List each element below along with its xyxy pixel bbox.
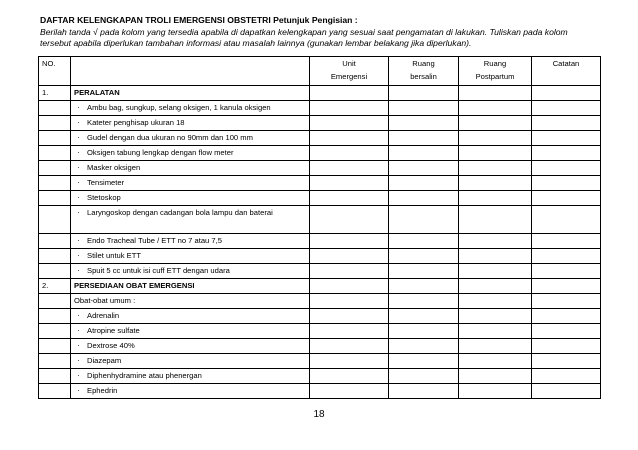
check-cell-ruang-bersalin[interactable] (389, 264, 459, 279)
checklist-item-row (39, 191, 601, 206)
check-cell-ruang-postpartum[interactable] (459, 86, 532, 101)
section-row-obat-emergensi (39, 279, 601, 294)
item-label: Laryngoskop dengan cadangan bola lampu dan baterai (87, 208, 273, 217)
checklist-item-row (39, 131, 601, 146)
check-cell-ruang-postpartum[interactable] (459, 294, 532, 309)
check-cell-unit-emergensi[interactable] (310, 131, 389, 146)
item-label: Adrenalin (87, 311, 120, 320)
check-cell-ruang-bersalin[interactable] (389, 101, 459, 116)
notes-cell[interactable] (532, 146, 601, 161)
check-cell-ruang-bersalin[interactable] (389, 249, 459, 264)
section-number: 2. (39, 279, 71, 294)
checklist-item-row (39, 309, 601, 324)
check-cell-ruang-bersalin[interactable] (389, 161, 459, 176)
check-cell-ruang-postpartum[interactable] (459, 101, 532, 116)
item-label-cell (71, 161, 310, 176)
item-label-cell (71, 116, 310, 131)
check-cell-ruang-bersalin[interactable] (389, 116, 459, 131)
row-number-cell (39, 176, 71, 191)
checklist-item-row (39, 116, 601, 131)
check-cell-unit-emergensi[interactable] (310, 234, 389, 249)
check-cell-unit-emergensi[interactable] (310, 176, 389, 191)
notes-cell[interactable] (532, 176, 601, 191)
page-number: 18 (313, 409, 325, 420)
check-cell-ruang-postpartum[interactable] (459, 279, 532, 294)
check-cell-unit-emergensi[interactable] (310, 191, 389, 206)
item-label: Endo Tracheal Tube / ETT no 7 atau 7,5 (87, 236, 222, 245)
subsection-title: Obat-obat umum (74, 296, 131, 305)
item-label-cell (71, 176, 310, 191)
check-cell-ruang-bersalin[interactable] (389, 191, 459, 206)
item-label: Dextrose 40% (87, 341, 135, 350)
row-number-cell (39, 191, 71, 206)
check-cell-ruang-bersalin[interactable] (389, 206, 459, 234)
bullet-glyph: · (77, 118, 80, 127)
check-cell-ruang-bersalin[interactable] (389, 279, 459, 294)
row-number-cell (39, 131, 71, 146)
check-cell-ruang-postpartum[interactable] (459, 369, 532, 384)
notes-cell[interactable] (532, 309, 601, 324)
checklist-item-row (39, 324, 601, 339)
row-number-cell (39, 116, 71, 131)
item-label: Gudel dengan dua ukuran no 90mm dan 100 mm (87, 133, 253, 142)
check-cell-ruang-postpartum[interactable] (459, 161, 532, 176)
subsection-title-cell (71, 294, 310, 309)
notes-cell[interactable] (532, 131, 601, 146)
row-number-cell (39, 354, 71, 369)
checklist-item-row (39, 101, 601, 116)
item-label-cell (71, 309, 310, 324)
check-cell-unit-emergensi[interactable] (310, 206, 389, 234)
check-cell-ruang-postpartum[interactable] (459, 264, 532, 279)
check-cell-ruang-postpartum[interactable] (459, 324, 532, 339)
subsection-suffix: : (130, 296, 136, 305)
row-number-cell (39, 101, 71, 116)
check-cell-unit-emergensi[interactable] (310, 279, 389, 294)
check-cell-ruang-postpartum[interactable] (459, 206, 532, 234)
section-title: PERALATAN (71, 86, 310, 101)
check-cell-unit-emergensi[interactable] (310, 249, 389, 264)
notes-cell[interactable] (532, 354, 601, 369)
item-label-cell (71, 264, 310, 279)
instruction-text: Berilah tanda √ pada kolom yang tersedia apabila di dapatkan kelengkapan yang sesuai saat pengamatan di lakukan. Tuliskan pada kolom tersebut apabila diperlukan tambahan informasi atau masalah lainnya (gunakan lembar belakang jika diperlukan). (40, 26, 568, 48)
checklist-item-row (39, 176, 601, 191)
item-label: Spuit 5 cc untuk isi cuff ETT dengan udara (87, 266, 230, 275)
subsection-row-obat-umum (39, 294, 601, 309)
check-cell-unit-emergensi[interactable] (310, 116, 389, 131)
checklist-item-row (39, 354, 601, 369)
notes-cell[interactable] (532, 191, 601, 206)
item-label-cell (71, 324, 310, 339)
bullet-glyph: · (77, 326, 80, 335)
check-cell-unit-emergensi[interactable] (310, 264, 389, 279)
check-cell-ruang-postpartum[interactable] (459, 146, 532, 161)
checklist-item-row (39, 384, 601, 399)
bullet-glyph: · (77, 163, 80, 172)
header-ruang-bersalin: Ruang bersalin (389, 57, 459, 86)
notes-cell[interactable] (532, 86, 601, 101)
check-cell-ruang-bersalin[interactable] (389, 146, 459, 161)
row-number-cell (39, 264, 71, 279)
notes-cell[interactable] (532, 384, 601, 399)
bullet-glyph: · (77, 178, 80, 187)
header-item-blank (71, 57, 310, 86)
check-cell-ruang-bersalin[interactable] (389, 309, 459, 324)
document-title: DAFTAR KELENGKAPAN TROLI EMERGENSI OBSTETRI Petunjuk Pengisian : (40, 15, 358, 25)
check-cell-unit-emergensi[interactable] (310, 354, 389, 369)
bullet-glyph: · (77, 251, 80, 260)
row-number-cell (39, 206, 71, 234)
item-label: Ambu bag, sungkup, selang oksigen, 1 kanula oksigen (87, 103, 271, 112)
check-cell-unit-emergensi[interactable] (310, 339, 389, 354)
check-cell-ruang-bersalin[interactable] (389, 384, 459, 399)
check-cell-ruang-bersalin[interactable] (389, 86, 459, 101)
check-cell-ruang-postpartum[interactable] (459, 234, 532, 249)
notes-cell[interactable] (532, 101, 601, 116)
check-cell-unit-emergensi[interactable] (310, 161, 389, 176)
check-cell-ruang-bersalin[interactable] (389, 354, 459, 369)
row-number-cell (39, 249, 71, 264)
check-cell-ruang-postpartum[interactable] (459, 116, 532, 131)
checklist-item-row (39, 206, 601, 234)
check-cell-ruang-postpartum[interactable] (459, 339, 532, 354)
bullet-glyph: · (77, 266, 80, 275)
item-label: Kateter penghisap ukuran 18 (87, 118, 185, 127)
item-label: Diazepam (87, 356, 122, 365)
checklist-item-row (39, 264, 601, 279)
item-label: Oksigen tabung lengkap dengan flow meter (87, 148, 234, 157)
header-no: NO. (39, 57, 71, 86)
checklist-table (38, 56, 601, 399)
check-cell-ruang-bersalin[interactable] (389, 324, 459, 339)
header-ruang-postpartum: Ruang Postpartum (459, 57, 532, 86)
check-cell-ruang-postpartum[interactable] (459, 176, 532, 191)
notes-cell[interactable] (532, 369, 601, 384)
row-number-cell (39, 234, 71, 249)
bullet-glyph: · (77, 311, 80, 320)
checklist-item-row (39, 161, 601, 176)
bullet-glyph: · (77, 371, 80, 380)
check-cell-ruang-bersalin[interactable] (389, 176, 459, 191)
bullet-glyph: · (77, 356, 80, 365)
section-number: 1. (39, 86, 71, 101)
header-unit-emergensi: Unit Emergensi (310, 57, 389, 86)
notes-cell[interactable] (532, 264, 601, 279)
bullet-glyph: · (77, 208, 80, 217)
row-number-cell (39, 309, 71, 324)
row-number-cell (39, 294, 71, 309)
item-label-cell (71, 191, 310, 206)
checklist-item-row (39, 146, 601, 161)
item-label-cell (71, 249, 310, 264)
notes-cell[interactable] (532, 324, 601, 339)
check-cell-ruang-bersalin[interactable] (389, 369, 459, 384)
check-cell-unit-emergensi[interactable] (310, 86, 389, 101)
item-label-cell (71, 206, 310, 234)
check-cell-ruang-bersalin[interactable] (389, 234, 459, 249)
notes-cell[interactable] (532, 234, 601, 249)
item-label: Diphenhydramine atau phenergan (87, 371, 202, 380)
bullet-glyph: · (77, 103, 80, 112)
check-cell-ruang-postpartum[interactable] (459, 384, 532, 399)
check-cell-unit-emergensi[interactable] (310, 384, 389, 399)
item-label: Stetoskop (87, 193, 121, 202)
check-cell-ruang-bersalin[interactable] (389, 339, 459, 354)
notes-cell[interactable] (532, 294, 601, 309)
item-label-cell (71, 369, 310, 384)
item-label-cell (71, 339, 310, 354)
item-label: Tensimeter (87, 178, 125, 187)
row-number-cell (39, 339, 71, 354)
item-label-cell (71, 354, 310, 369)
row-number-cell (39, 161, 71, 176)
check-cell-unit-emergensi[interactable] (310, 324, 389, 339)
notes-cell[interactable] (532, 161, 601, 176)
item-label-cell (71, 131, 310, 146)
section-row-peralatan (39, 86, 601, 101)
check-cell-ruang-postpartum[interactable] (459, 354, 532, 369)
item-label-cell (71, 234, 310, 249)
item-label: Masker oksigen (87, 163, 141, 172)
check-cell-unit-emergensi[interactable] (310, 101, 389, 116)
notes-cell[interactable] (532, 206, 601, 234)
row-number-cell (39, 384, 71, 399)
table-header-row (39, 57, 601, 86)
notes-cell[interactable] (532, 279, 601, 294)
check-cell-ruang-bersalin[interactable] (389, 294, 459, 309)
bullet-glyph: · (77, 148, 80, 157)
check-cell-ruang-postpartum[interactable] (459, 309, 532, 324)
item-label-cell (71, 384, 310, 399)
bullet-glyph: · (77, 341, 80, 350)
item-label: Ephedrin (87, 386, 118, 395)
row-number-cell (39, 146, 71, 161)
item-label-cell (71, 101, 310, 116)
check-cell-ruang-postpartum[interactable] (459, 131, 532, 146)
bullet-glyph: · (77, 386, 80, 395)
document-heading (40, 15, 600, 50)
bullet-glyph: · (77, 133, 80, 142)
section-title: PERSEDIAAN OBAT EMERGENSI (71, 279, 310, 294)
check-cell-ruang-postpartum[interactable] (459, 191, 532, 206)
check-cell-unit-emergensi[interactable] (310, 146, 389, 161)
row-number-cell (39, 369, 71, 384)
header-catatan: Catatan (532, 57, 601, 86)
checklist-item-row (39, 249, 601, 264)
check-cell-unit-emergensi[interactable] (310, 369, 389, 384)
notes-cell[interactable] (532, 249, 601, 264)
item-label: Stilet untuk ETT (87, 251, 142, 260)
bullet-glyph: · (77, 236, 80, 245)
notes-cell[interactable] (532, 339, 601, 354)
item-label-cell (71, 146, 310, 161)
row-number-cell (39, 324, 71, 339)
bullet-glyph: · (77, 193, 80, 202)
check-cell-unit-emergensi[interactable] (310, 294, 389, 309)
checklist-item-row (39, 339, 601, 354)
item-label: Atropine sulfate (87, 326, 140, 335)
checklist-item-row (39, 369, 601, 384)
checklist-item-row (39, 234, 601, 249)
check-cell-ruang-bersalin[interactable] (389, 131, 459, 146)
check-cell-ruang-postpartum[interactable] (459, 249, 532, 264)
check-cell-unit-emergensi[interactable] (310, 309, 389, 324)
notes-cell[interactable] (532, 116, 601, 131)
